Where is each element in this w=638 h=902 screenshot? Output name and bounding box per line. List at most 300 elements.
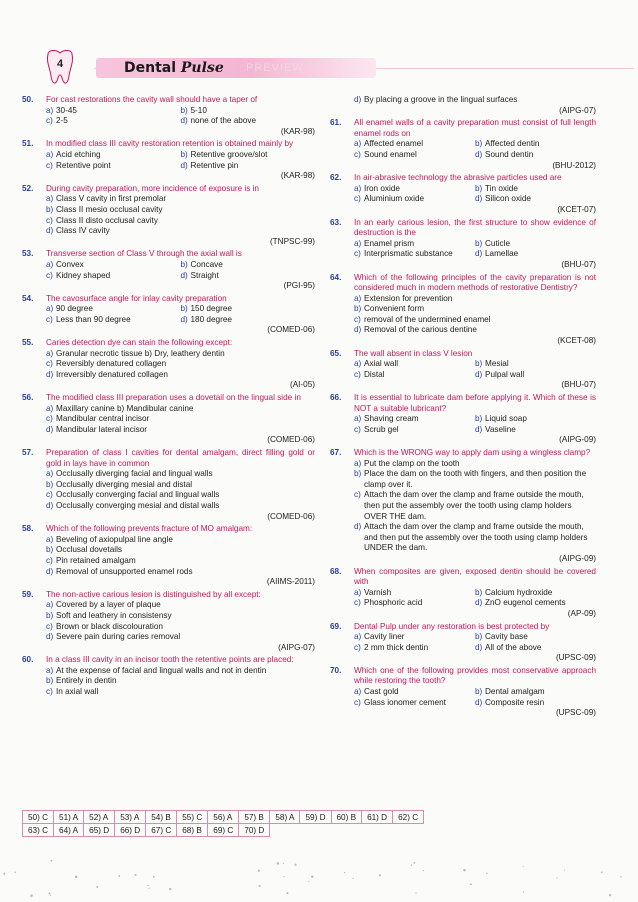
answer-cell: 70) D — [239, 824, 270, 837]
option-row — [354, 425, 596, 436]
option-text: Place the dam on the tooth with fingers, and then position the clamp over it. — [364, 469, 587, 489]
option-letter: c) — [354, 642, 361, 652]
question-source: (KCET-07) — [557, 204, 596, 214]
option-letter: d) — [475, 598, 483, 608]
option-text: Convenient form — [364, 304, 425, 314]
option-text: Acid etching — [56, 149, 101, 159]
option — [475, 249, 596, 260]
decorative-dot — [51, 860, 53, 862]
option-row — [354, 632, 596, 643]
question-number: 61. — [330, 118, 342, 128]
decorative-dot — [415, 892, 416, 893]
decorative-dot — [411, 865, 412, 866]
question-text: All enamel walls of a cavity preparation must consist of full length enamel rods on — [354, 118, 596, 138]
option-letter: c) — [354, 149, 361, 159]
question-stem — [330, 173, 596, 184]
option-letter: a) — [46, 534, 54, 544]
option-letter: b) — [475, 687, 483, 697]
option-letter: b) — [180, 105, 188, 115]
option — [354, 469, 596, 490]
option-letter: b) — [180, 304, 188, 314]
decorative-dot — [609, 894, 611, 896]
question-text: Transverse section of Class V through the axial wall is — [46, 249, 242, 259]
answer-cell: 53) A — [115, 811, 146, 824]
header-ghost-text: PREVIEW — [246, 62, 304, 74]
option-text: Scrub gel — [364, 424, 399, 434]
option-text: Lamellae — [485, 249, 519, 259]
option — [475, 184, 596, 195]
option-text: 150 degree — [190, 304, 232, 314]
question-text: Which one of the following provides most conservative approach while restoring the tooth? — [354, 665, 596, 686]
question-number: 59. — [22, 589, 34, 599]
option-row — [46, 260, 315, 271]
option-text: At the expense of facial and lingual walls and not in dentin — [56, 665, 267, 675]
option-text: Attach the dam over the clamp and frame outside the mouth, then put the assembly over the tooth using clamp holders OVER THE dam. — [364, 490, 584, 521]
option-letter: a) — [354, 139, 362, 149]
answer-cell: 54) B — [146, 811, 177, 824]
option-letter: a) — [46, 194, 54, 204]
option-letter: c) — [354, 369, 361, 379]
question-number: 68. — [330, 566, 342, 576]
option-text: Cuticle — [485, 238, 511, 248]
option-letter: a) — [354, 359, 362, 369]
option — [475, 632, 596, 643]
decorative-dot — [423, 870, 424, 871]
option-letter: d) — [475, 642, 483, 652]
question-source: (KCET-08) — [557, 336, 596, 346]
answer-options — [46, 260, 315, 281]
option — [46, 271, 181, 282]
option-text: Pulpal wall — [485, 369, 525, 379]
option — [181, 271, 316, 282]
question-number: 58. — [22, 524, 34, 534]
decorative-dot — [96, 886, 98, 888]
question-source: (AP-09) — [567, 608, 596, 618]
answer-options — [354, 95, 596, 106]
option-text: Pin retained amalgam — [56, 555, 136, 565]
option-text: Occlusally converging facial and lingual walls — [56, 490, 220, 500]
option — [46, 666, 315, 677]
decorative-dot — [294, 864, 296, 866]
answer-cell: 68) B — [177, 824, 208, 837]
question-stem — [22, 393, 315, 404]
answer-cell: 62) C — [393, 811, 424, 824]
question-item — [22, 338, 315, 391]
question-number: 62. — [330, 173, 342, 183]
decorative-dot — [50, 895, 51, 896]
question-source: (AIPG-07) — [278, 642, 315, 652]
option-text: Concave — [190, 259, 223, 269]
decorative-dot — [486, 873, 488, 875]
option-text: Class IV cavity — [56, 226, 110, 236]
question-item — [330, 666, 596, 719]
option — [354, 643, 475, 654]
option-text: Beveling of axiopulpal line angle — [56, 534, 173, 544]
option-letter: a) — [354, 238, 362, 248]
question-text: In modified class III cavity restoration retention is obtained mainly by — [46, 139, 294, 149]
option-text: Occlusally diverging facial and lingual walls — [56, 469, 213, 479]
answer-options — [46, 150, 315, 171]
option — [46, 687, 315, 698]
option — [181, 315, 316, 326]
option-text: Retentive groove/slot — [190, 149, 268, 159]
question-source: (COMED-06) — [267, 435, 315, 445]
option-text: Brown or black discolouration — [56, 621, 163, 631]
option-letter: b) — [475, 183, 483, 193]
option-letter: c) — [354, 194, 361, 204]
option-letter: b) — [46, 610, 54, 620]
right-column — [330, 95, 596, 721]
option-row — [46, 315, 315, 326]
question-number: 67. — [330, 448, 342, 457]
answer-cell: 63) C — [23, 824, 54, 837]
question-item — [22, 294, 315, 336]
option — [46, 370, 315, 381]
option-text: 180 degree — [190, 314, 232, 324]
question-stem — [22, 294, 315, 305]
option-letter: a) — [46, 469, 54, 479]
question-item — [330, 173, 596, 215]
option-letter: a) — [354, 183, 362, 193]
option — [46, 676, 315, 687]
answer-options — [46, 469, 315, 511]
question-text: The wall absent in class V lesion — [354, 348, 473, 358]
decorative-dot — [311, 876, 313, 878]
option-row — [46, 161, 315, 172]
question-number: 66. — [330, 393, 342, 403]
option — [475, 598, 596, 609]
option-row — [354, 370, 596, 381]
decorative-dot — [147, 885, 148, 886]
question-number: 51. — [22, 139, 34, 149]
decorative-dot — [286, 892, 288, 894]
option — [181, 116, 316, 127]
question-item — [22, 448, 315, 522]
decorative-dot — [49, 892, 51, 894]
question-text: The modified class III preparation uses a dovetail on the lingual side in — [46, 393, 301, 403]
question-number: 52. — [22, 183, 34, 193]
option-letter: b) — [46, 204, 54, 214]
option-letter: d) — [46, 500, 54, 510]
option — [475, 150, 596, 161]
option-letter: d) — [46, 566, 54, 576]
option — [354, 414, 475, 425]
decorative-dot — [283, 863, 284, 864]
option-text: Mesial — [485, 359, 509, 369]
question-number: 57. — [22, 448, 34, 457]
question-text: Caries detection dye can stain the following except: — [46, 338, 233, 348]
option-text: 2 mm thick dentin — [364, 642, 429, 652]
option-text: Class II mesio occlusal cavity — [56, 204, 163, 214]
option-row — [46, 271, 315, 282]
question-item — [22, 249, 315, 291]
option-letter: a) — [46, 665, 54, 675]
option-letter: b) — [46, 545, 54, 555]
option-row — [46, 106, 315, 117]
answer-cell: 57) B — [239, 811, 270, 824]
option — [354, 687, 475, 698]
option-letter: b) — [475, 359, 483, 369]
option — [46, 622, 315, 633]
decorative-dot — [523, 866, 524, 867]
question-text: During cavity preparation, more incidence of exposure is in — [46, 183, 259, 193]
option-text: Liquid soap — [485, 414, 527, 424]
option — [354, 698, 475, 709]
answer-key-table — [22, 810, 424, 837]
option-text: Varnish — [364, 587, 392, 597]
option-letter: a) — [46, 403, 54, 413]
question-item — [22, 655, 315, 697]
decorative-dot — [556, 877, 557, 878]
option-letter: d) — [46, 369, 54, 379]
question-item — [22, 524, 315, 588]
option-text: Glass ionomer cement — [364, 697, 446, 707]
option-letter: c) — [46, 160, 53, 170]
option — [46, 556, 315, 567]
option-text: Granular necrotic tissue b) Dry, leathery dentin — [56, 348, 225, 358]
option-text: Cavity base — [485, 632, 528, 642]
question-number: 70. — [330, 665, 342, 675]
decorative-dot — [134, 874, 136, 876]
option-letter: a) — [354, 587, 362, 597]
question-number: 64. — [330, 272, 342, 282]
option-letter: a) — [354, 293, 362, 303]
option-letter: c) — [46, 555, 53, 565]
option-letter: a) — [354, 458, 362, 468]
question-number: 56. — [22, 393, 34, 403]
answer-options — [354, 588, 596, 609]
option — [475, 588, 596, 599]
question-source: (AIIMS-2011) — [266, 577, 315, 587]
answer-options — [354, 294, 596, 336]
question-source: (UPSC-09) — [555, 653, 596, 663]
question-item — [330, 218, 596, 271]
option-letter: b) — [475, 238, 483, 248]
option-letter: c) — [46, 490, 53, 500]
answer-cell: 60) B — [331, 811, 362, 824]
page-title: Dental Pulse — [124, 60, 224, 76]
question-text: The non-active carious lesion is distinguished by all except: — [46, 589, 261, 599]
answer-options — [354, 239, 596, 260]
question-stem — [330, 393, 596, 414]
option-letter: c) — [354, 490, 361, 500]
decorative-dot — [620, 876, 621, 877]
option-row — [354, 588, 596, 599]
decorative-dot — [352, 878, 353, 879]
option-row — [354, 698, 596, 709]
option — [475, 687, 596, 698]
answer-options — [354, 184, 596, 205]
option-text: Soft and leathery in consistensy — [56, 610, 172, 620]
question-stem — [330, 622, 596, 633]
option — [46, 260, 181, 271]
left-column — [22, 95, 315, 700]
decorative-dot — [277, 862, 280, 865]
answer-cell: 59) D — [300, 811, 331, 824]
option — [46, 116, 181, 127]
option-text: Covered by a layer of plaque — [56, 600, 161, 610]
option-text: Silicon oxide — [485, 194, 531, 204]
option-text: In axial wall — [56, 687, 99, 697]
answer-cell: 64) A — [54, 824, 84, 837]
question-item — [22, 590, 315, 654]
option — [46, 349, 315, 360]
option-text: 30-45 — [56, 105, 77, 115]
option-text: Removal of unsupported enamel rods — [56, 566, 193, 576]
option — [354, 184, 475, 195]
option-row — [46, 304, 315, 315]
question-source: (KAR-98) — [280, 171, 315, 181]
question-source: (BHU-07) — [561, 380, 596, 390]
question-item — [330, 118, 596, 171]
question-text: In an early carious lesion, the first structure to show evidence of destruction is the — [354, 217, 596, 238]
question-number: 63. — [330, 217, 342, 227]
option — [46, 535, 315, 546]
question-number: 60. — [22, 655, 34, 665]
option-row — [46, 116, 315, 127]
question-text: Which of the following prevents fracture of MO amalgam: — [46, 524, 253, 534]
option — [354, 315, 596, 326]
question-text: In a class III cavity in an incisor tooth the retentive points are placed: — [46, 655, 294, 665]
question-source: (BHU-2012) — [552, 160, 596, 170]
option-row — [354, 184, 596, 195]
answer-options — [46, 404, 315, 436]
option — [354, 294, 596, 305]
question-stem — [22, 338, 315, 349]
option-letter: c) — [46, 687, 53, 697]
answer-cell: 61) D — [362, 811, 393, 824]
option — [475, 194, 596, 205]
question-stem — [22, 448, 315, 469]
option-text: ZnO eugenol cements — [485, 598, 566, 608]
answer-options — [354, 359, 596, 380]
option-text: Calcium hydroxide — [485, 587, 553, 597]
option-letter: b) — [46, 479, 54, 489]
option-letter: a) — [354, 414, 362, 424]
option-row — [354, 414, 596, 425]
option-letter: d) — [475, 149, 483, 159]
question-text: Dental Pulp under any restoration is best protected by — [354, 621, 550, 631]
question-item — [22, 184, 315, 248]
question-text: In air-abrasive technology the abrasive particles used are — [354, 173, 562, 183]
answer-options — [46, 666, 315, 698]
answer-cell: 65) D — [84, 824, 115, 837]
option — [46, 567, 315, 578]
decorative-dot — [344, 872, 345, 873]
question-source: (AIPG-09) — [559, 553, 596, 563]
option — [46, 611, 315, 622]
decorative-dot — [258, 870, 260, 872]
decorative-dots — [0, 860, 638, 900]
decorative-dot — [283, 876, 284, 877]
question-text: The cavosurface angle for inlay cavity preparation — [46, 293, 227, 303]
option — [354, 325, 596, 336]
question-item — [22, 95, 315, 137]
answer-row — [23, 811, 424, 824]
option-letter: b) — [180, 259, 188, 269]
answer-options — [46, 194, 315, 236]
option-letter: c) — [46, 621, 53, 631]
option — [354, 194, 475, 205]
answer-options — [46, 349, 315, 381]
option-row — [354, 359, 596, 370]
option-text: Cast gold — [364, 687, 399, 697]
answer-options — [46, 304, 315, 325]
option — [354, 370, 475, 381]
question-source: (UPSC-09) — [555, 708, 596, 718]
decorative-dot — [169, 888, 171, 890]
question-stem — [22, 655, 315, 666]
option-text: Dental amalgam — [485, 687, 545, 697]
answer-options — [46, 600, 315, 642]
question-item — [330, 349, 596, 391]
option-text: Tin oxide — [485, 183, 518, 193]
answer-options — [354, 139, 596, 160]
question-stem — [330, 218, 596, 239]
option-letter: b) — [354, 469, 362, 479]
question-stem — [22, 524, 315, 535]
option-text: Interprismatic substance — [364, 249, 453, 259]
question-source: (COMED-06) — [267, 511, 315, 521]
question-text: Which of the following principles of the cavity preparation is not considered much in modern methods of restorative Dentistry? — [354, 272, 596, 293]
option-letter: b) — [46, 676, 54, 686]
option-letter: d) — [180, 314, 188, 324]
decorative-dot — [118, 875, 120, 877]
option — [181, 304, 316, 315]
option-letter: b) — [475, 139, 483, 149]
question-item — [330, 393, 596, 446]
answer-cell: 66) D — [115, 824, 146, 837]
decorative-dot — [564, 869, 565, 870]
option-row — [354, 643, 596, 654]
question-item — [330, 95, 596, 116]
option-text: Occlusal dovetails — [56, 545, 122, 555]
option-text: Retentive point — [56, 160, 111, 170]
question-stem — [330, 118, 596, 139]
option-letter: c) — [46, 116, 53, 126]
question-source: (COMED-06) — [267, 325, 315, 335]
option — [354, 632, 475, 643]
question-stem — [330, 666, 596, 687]
option-letter: c) — [46, 215, 53, 225]
option — [354, 239, 475, 250]
answer-options — [354, 632, 596, 653]
option-text: Straight — [190, 270, 219, 280]
option-text: Irreversibly denatured collagen — [56, 369, 168, 379]
option — [46, 359, 315, 370]
option-text: Reversibly denatured collagen — [56, 359, 167, 369]
question-item — [330, 448, 596, 565]
option-text: Phosphoric acid — [364, 598, 423, 608]
option-text: none of the above — [190, 116, 257, 126]
option — [46, 490, 315, 501]
question-text: When composites are given, exposed dentin should be covered with — [354, 566, 596, 587]
option — [46, 161, 181, 172]
option-letter: b) — [354, 304, 362, 314]
option-text: removal of the undermined enamel — [364, 314, 491, 324]
option-text: Maxillary canine b) Mandibular canine — [56, 403, 194, 413]
option-text: Severe pain during caries removal — [56, 632, 181, 642]
question-source: (KAR-98) — [280, 126, 315, 136]
decorative-dot — [153, 876, 155, 878]
option — [475, 698, 596, 709]
option — [354, 425, 475, 436]
option — [475, 643, 596, 654]
answer-options — [354, 687, 596, 708]
question-stem — [22, 184, 315, 195]
option-text: Entirely in dentin — [56, 676, 117, 686]
decorative-dot — [470, 883, 472, 885]
